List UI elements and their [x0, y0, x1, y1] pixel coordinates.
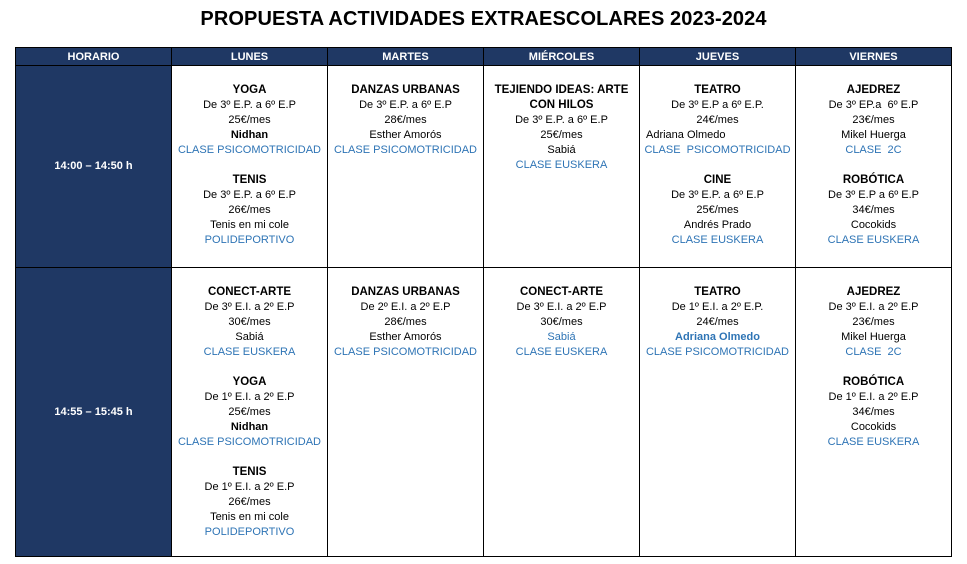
- activity-level: De 1º E.I. a 2º E.P: [204, 391, 295, 403]
- cell-lunes: [172, 66, 328, 268]
- activity-price: 25€/mes: [228, 114, 271, 126]
- activity-teacher: Cocokids: [850, 219, 897, 231]
- activity-level: De 2º E.I. a 2º E.P: [360, 301, 451, 313]
- activity-teacher: Esther Amorós: [369, 129, 442, 141]
- activity-teacher: Tenis en mi cole: [210, 511, 289, 523]
- activity-price: 26€/mes: [228, 496, 271, 508]
- header-lunes: LUNES: [172, 48, 328, 66]
- activity-price: 23€/mes: [852, 114, 895, 126]
- activity-block: [484, 285, 639, 360]
- activity-teacher: Sabiá: [235, 331, 264, 343]
- cell-miercoles: [484, 268, 640, 557]
- header-horario: HORARIO: [16, 48, 172, 66]
- activity-name: YOGA: [232, 376, 267, 388]
- activity-name: ROBÓTICA: [842, 174, 905, 186]
- activity-name: ROBÓTICA: [842, 376, 905, 388]
- activity-level: De 3º E.P. a 6º E.P: [203, 99, 296, 111]
- cell-jueves: [640, 268, 796, 557]
- activity-level: De 3º E.I. a 2º E.P: [204, 301, 295, 313]
- activity-location: POLIDEPORTIVO: [204, 234, 295, 246]
- activity-location: CLASE EUSKERA: [827, 234, 920, 246]
- activity-name: DANZAS URBANAS: [351, 286, 460, 298]
- activity-location: CLASE PSICOMOTRICIDAD: [644, 144, 791, 156]
- header-jueves: JUEVES: [640, 48, 796, 66]
- activity-price: 30€/mes: [228, 316, 271, 328]
- cell-viernes: [796, 66, 952, 268]
- activity-block: [328, 285, 483, 360]
- activity-location: CLASE PSICOMOTRICIDAD: [333, 144, 478, 156]
- cell-martes: [328, 268, 484, 557]
- activity-location: CLASE EUSKERA: [671, 234, 764, 246]
- activity-price: 34€/mes: [852, 406, 895, 418]
- activity-teacher: Sabiá: [547, 144, 576, 156]
- time-slot: 14:00 – 14:50 h: [16, 66, 172, 268]
- activity-level: De 1º E.I. a 2º E.P: [204, 481, 295, 493]
- activity-block: [640, 173, 795, 248]
- activity-location: CLASE EUSKERA: [827, 436, 920, 448]
- activity-price: 28€/mes: [384, 316, 427, 328]
- activity-level: De 1º E.I. a 2º E.P: [828, 391, 919, 403]
- cell-martes: [328, 66, 484, 268]
- activity-name: TENIS: [232, 174, 267, 186]
- activity-block: [640, 285, 795, 360]
- activity-location: CLASE 2C: [845, 144, 902, 156]
- activity-name: AJEDREZ: [846, 84, 901, 96]
- activity-location: POLIDEPORTIVO: [204, 526, 295, 538]
- activity-teacher: Nidhan: [230, 129, 269, 141]
- activity-level: De 3º E.I. a 2º E.P: [516, 301, 607, 313]
- activity-level: De 1º E.I. a 2º E.P.: [671, 301, 764, 313]
- activity-name: TEJIENDO IDEAS: ARTE CON HILOS: [494, 84, 629, 111]
- activity-location: CLASE EUSKERA: [515, 159, 608, 171]
- header-miercoles: MIÉRCOLES: [484, 48, 640, 66]
- activity-block: [796, 173, 951, 248]
- activity-level: De 3º E.P a 6º E.P: [828, 189, 919, 201]
- activity-teacher: Nidhan: [230, 421, 269, 433]
- activity-location: CLASE 2C: [845, 346, 902, 358]
- activity-level: De 3º E.I. a 2º E.P: [828, 301, 919, 313]
- activity-level: De 3º E.P. a 6º E.P: [515, 114, 608, 126]
- activity-location: CLASE EUSKERA: [515, 346, 608, 358]
- activity-location: CLASE PSICOMOTRICIDAD: [645, 346, 790, 358]
- activity-name: YOGA: [232, 84, 267, 96]
- activity-teacher: Adriana Olmedo: [646, 129, 726, 141]
- activity-name: TEATRO: [694, 286, 741, 298]
- activity-price: 28€/mes: [384, 114, 427, 126]
- activity-level: De 3º EP.a 6º E.P: [828, 99, 919, 111]
- activity-level: De 3º E.P a 6º E.P.: [671, 99, 764, 111]
- activity-price: 25€/mes: [540, 129, 583, 141]
- activity-price: 34€/mes: [852, 204, 895, 216]
- time-slot: 14:55 – 15:45 h: [16, 268, 172, 557]
- activity-teacher: Cocokids: [850, 421, 897, 433]
- activity-name: AJEDREZ: [846, 286, 901, 298]
- activity-name: TEATRO: [694, 84, 741, 96]
- activity-block: [640, 83, 795, 158]
- activity-block: [484, 83, 639, 173]
- activity-block: [796, 83, 951, 158]
- table-row: [16, 66, 952, 268]
- activity-level: De 3º E.P. a 6º E.P: [359, 99, 452, 111]
- activity-location: CLASE EUSKERA: [203, 346, 296, 358]
- activity-location: CLASE PSICOMOTRICIDAD: [177, 144, 322, 156]
- header-viernes: VIERNES: [796, 48, 952, 66]
- activity-block: [172, 173, 327, 248]
- activity-price: 25€/mes: [228, 406, 271, 418]
- activity-teacher: Tenis en mi cole: [210, 219, 289, 231]
- activity-teacher: Mikel Huerga: [841, 129, 906, 141]
- activity-block: [172, 465, 327, 540]
- activity-location: CLASE PSICOMOTRICIDAD: [177, 436, 322, 448]
- activity-teacher: Adriana Olmedo: [675, 331, 760, 343]
- activity-price: 24€/mes: [696, 316, 739, 328]
- activity-name: CINE: [703, 174, 732, 186]
- schedule-table: [15, 47, 952, 557]
- activity-price: 30€/mes: [540, 316, 583, 328]
- activity-block: [328, 83, 483, 158]
- cell-lunes: [172, 268, 328, 557]
- activity-block: [172, 285, 327, 360]
- activity-block: [172, 375, 327, 450]
- activity-name: CONECT-ARTE: [207, 286, 292, 298]
- activity-location: CLASE PSICOMOTRICIDAD: [333, 346, 478, 358]
- page-title: PROPUESTA ACTIVIDADES EXTRAESCOLARES 2023-2024: [200, 8, 767, 30]
- cell-jueves: [640, 66, 796, 268]
- activity-block: [796, 285, 951, 360]
- cell-miercoles: [484, 66, 640, 268]
- activity-teacher: Mikel Huerga: [841, 331, 906, 343]
- activity-teacher: Andrés Prado: [683, 219, 752, 231]
- table-row: [16, 268, 952, 557]
- activity-price: 26€/mes: [228, 204, 271, 216]
- activity-level: De 3º E.P. a 6º E.P: [203, 189, 296, 201]
- activity-price: 25€/mes: [696, 204, 739, 216]
- activity-level: De 3º E.P. a 6º E.P: [671, 189, 764, 201]
- header-martes: MARTES: [328, 48, 484, 66]
- cell-viernes: [796, 268, 952, 557]
- activity-block: [796, 375, 951, 450]
- activity-teacher: Esther Amorós: [369, 331, 442, 343]
- activity-name: DANZAS URBANAS: [351, 84, 460, 96]
- activity-name: CONECT-ARTE: [519, 286, 604, 298]
- activity-block: [172, 83, 327, 158]
- activity-name: TENIS: [232, 466, 267, 478]
- activity-price: 24€/mes: [696, 114, 739, 126]
- activity-price: 23€/mes: [852, 316, 895, 328]
- header-row: [16, 48, 952, 66]
- activity-teacher: Sabiá: [547, 331, 576, 343]
